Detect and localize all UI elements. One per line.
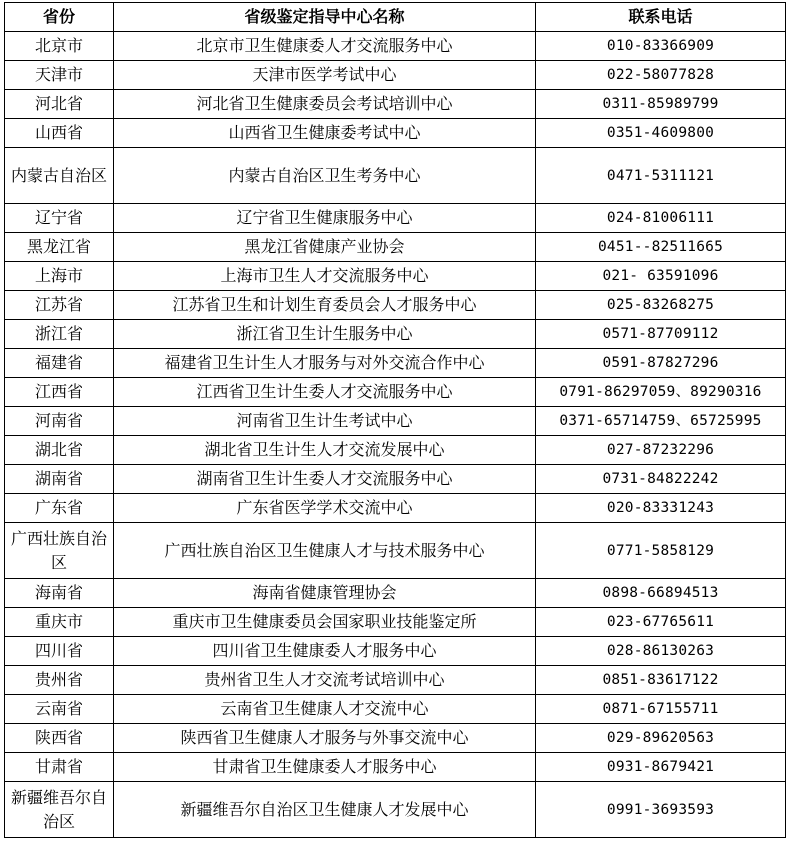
center-name-cell: 天津市医学考试中心 (114, 61, 536, 90)
province-cell: 山西省 (5, 119, 114, 148)
table-row (5, 523, 786, 579)
province-cell: 贵州省 (5, 666, 114, 695)
province-cell: 黑龙江省 (5, 233, 114, 262)
province-cell: 甘肃省 (5, 753, 114, 782)
phone-cell: 020-83331243 (536, 494, 786, 523)
phone-cell: 023-67765611 (536, 608, 786, 637)
table-row (5, 724, 786, 753)
center-name-cell: 江西省卫生计生委人才交流服务中心 (114, 378, 536, 407)
phone-cell: 0351-4609800 (536, 119, 786, 148)
province-cell: 河南省 (5, 407, 114, 436)
table-row (5, 407, 786, 436)
center-name-cell: 湖南省卫生计生委人才交流服务中心 (114, 465, 536, 494)
province-cell: 广西壮族自治区 (5, 523, 114, 579)
center-name-cell: 广西壮族自治区卫生健康人才与技术服务中心 (114, 523, 536, 579)
province-cell: 福建省 (5, 349, 114, 378)
center-name-cell: 新疆维吾尔自治区卫生健康人才发展中心 (114, 782, 536, 838)
table-row (5, 666, 786, 695)
province-cell: 广东省 (5, 494, 114, 523)
phone-cell: 021- 63591096 (536, 262, 786, 291)
phone-cell: 0791-86297059、89290316 (536, 378, 786, 407)
table-row (5, 204, 786, 233)
province-cell: 湖南省 (5, 465, 114, 494)
province-cell: 内蒙古自治区 (5, 148, 114, 204)
center-name-cell: 山西省卫生健康委考试中心 (114, 119, 536, 148)
table-row (5, 262, 786, 291)
table-row (5, 782, 786, 838)
table-row (5, 695, 786, 724)
phone-cell: 0851-83617122 (536, 666, 786, 695)
phone-cell: 029-89620563 (536, 724, 786, 753)
phone-cell: 022-58077828 (536, 61, 786, 90)
table-row (5, 119, 786, 148)
province-cell: 湖北省 (5, 436, 114, 465)
table-row (5, 436, 786, 465)
table-row (5, 637, 786, 666)
table-header-row (5, 3, 786, 32)
phone-cell: 0991-3693593 (536, 782, 786, 838)
province-cell: 海南省 (5, 579, 114, 608)
phone-cell: 0771-5858129 (536, 523, 786, 579)
header-phone: 联系电话 (536, 3, 786, 32)
header-center-name: 省级鉴定指导中心名称 (114, 3, 536, 32)
province-cell: 江苏省 (5, 291, 114, 320)
table-row (5, 753, 786, 782)
center-name-cell: 河北省卫生健康委员会考试培训中心 (114, 90, 536, 119)
phone-cell: 024-81006111 (536, 204, 786, 233)
phone-cell: 0871-67155711 (536, 695, 786, 724)
province-cell: 重庆市 (5, 608, 114, 637)
table-row (5, 349, 786, 378)
contact-table (4, 2, 786, 838)
phone-cell: 028-86130263 (536, 637, 786, 666)
province-cell: 新疆维吾尔自治区 (5, 782, 114, 838)
table-row (5, 494, 786, 523)
phone-cell: 0311-85989799 (536, 90, 786, 119)
province-cell: 云南省 (5, 695, 114, 724)
center-name-cell: 湖北省卫生计生人才交流发展中心 (114, 436, 536, 465)
center-name-cell: 内蒙古自治区卫生考务中心 (114, 148, 536, 204)
center-name-cell: 黑龙江省健康产业协会 (114, 233, 536, 262)
phone-cell: 0898-66894513 (536, 579, 786, 608)
province-cell: 上海市 (5, 262, 114, 291)
province-cell: 四川省 (5, 637, 114, 666)
header-province: 省份 (5, 3, 114, 32)
province-cell: 浙江省 (5, 320, 114, 349)
phone-cell: 0451--82511665 (536, 233, 786, 262)
table-row (5, 579, 786, 608)
phone-cell: 027-87232296 (536, 436, 786, 465)
table-row (5, 378, 786, 407)
table-row (5, 233, 786, 262)
province-cell: 陕西省 (5, 724, 114, 753)
center-name-cell: 海南省健康管理协会 (114, 579, 536, 608)
phone-cell: 0371-65714759、65725995 (536, 407, 786, 436)
center-name-cell: 福建省卫生计生人才服务与对外交流合作中心 (114, 349, 536, 378)
center-name-cell: 重庆市卫生健康委员会国家职业技能鉴定所 (114, 608, 536, 637)
phone-cell: 010-83366909 (536, 32, 786, 61)
center-name-cell: 北京市卫生健康委人才交流服务中心 (114, 32, 536, 61)
table-row (5, 148, 786, 204)
center-name-cell: 云南省卫生健康人才交流中心 (114, 695, 536, 724)
center-name-cell: 广东省医学学术交流中心 (114, 494, 536, 523)
center-name-cell: 贵州省卫生人才交流考试培训中心 (114, 666, 536, 695)
center-name-cell: 上海市卫生人才交流服务中心 (114, 262, 536, 291)
center-name-cell: 陕西省卫生健康人才服务与外事交流中心 (114, 724, 536, 753)
table-row (5, 61, 786, 90)
province-cell: 辽宁省 (5, 204, 114, 233)
province-cell: 江西省 (5, 378, 114, 407)
phone-cell: 0591-87827296 (536, 349, 786, 378)
center-name-cell: 河南省卫生计生考试中心 (114, 407, 536, 436)
phone-cell: 025-83268275 (536, 291, 786, 320)
table-row (5, 320, 786, 349)
center-name-cell: 四川省卫生健康委人才服务中心 (114, 637, 536, 666)
center-name-cell: 甘肃省卫生健康委人才服务中心 (114, 753, 536, 782)
province-cell: 河北省 (5, 90, 114, 119)
center-name-cell: 浙江省卫生计生服务中心 (114, 320, 536, 349)
phone-cell: 0571-87709112 (536, 320, 786, 349)
province-cell: 北京市 (5, 32, 114, 61)
center-name-cell: 江苏省卫生和计划生育委员会人才服务中心 (114, 291, 536, 320)
table-row (5, 291, 786, 320)
table-row (5, 32, 786, 61)
table-row (5, 608, 786, 637)
phone-cell: 0471-5311121 (536, 148, 786, 204)
center-name-cell: 辽宁省卫生健康服务中心 (114, 204, 536, 233)
table-row (5, 465, 786, 494)
province-cell: 天津市 (5, 61, 114, 90)
phone-cell: 0931-8679421 (536, 753, 786, 782)
phone-cell: 0731-84822242 (536, 465, 786, 494)
table-body (5, 32, 786, 838)
table-row (5, 90, 786, 119)
